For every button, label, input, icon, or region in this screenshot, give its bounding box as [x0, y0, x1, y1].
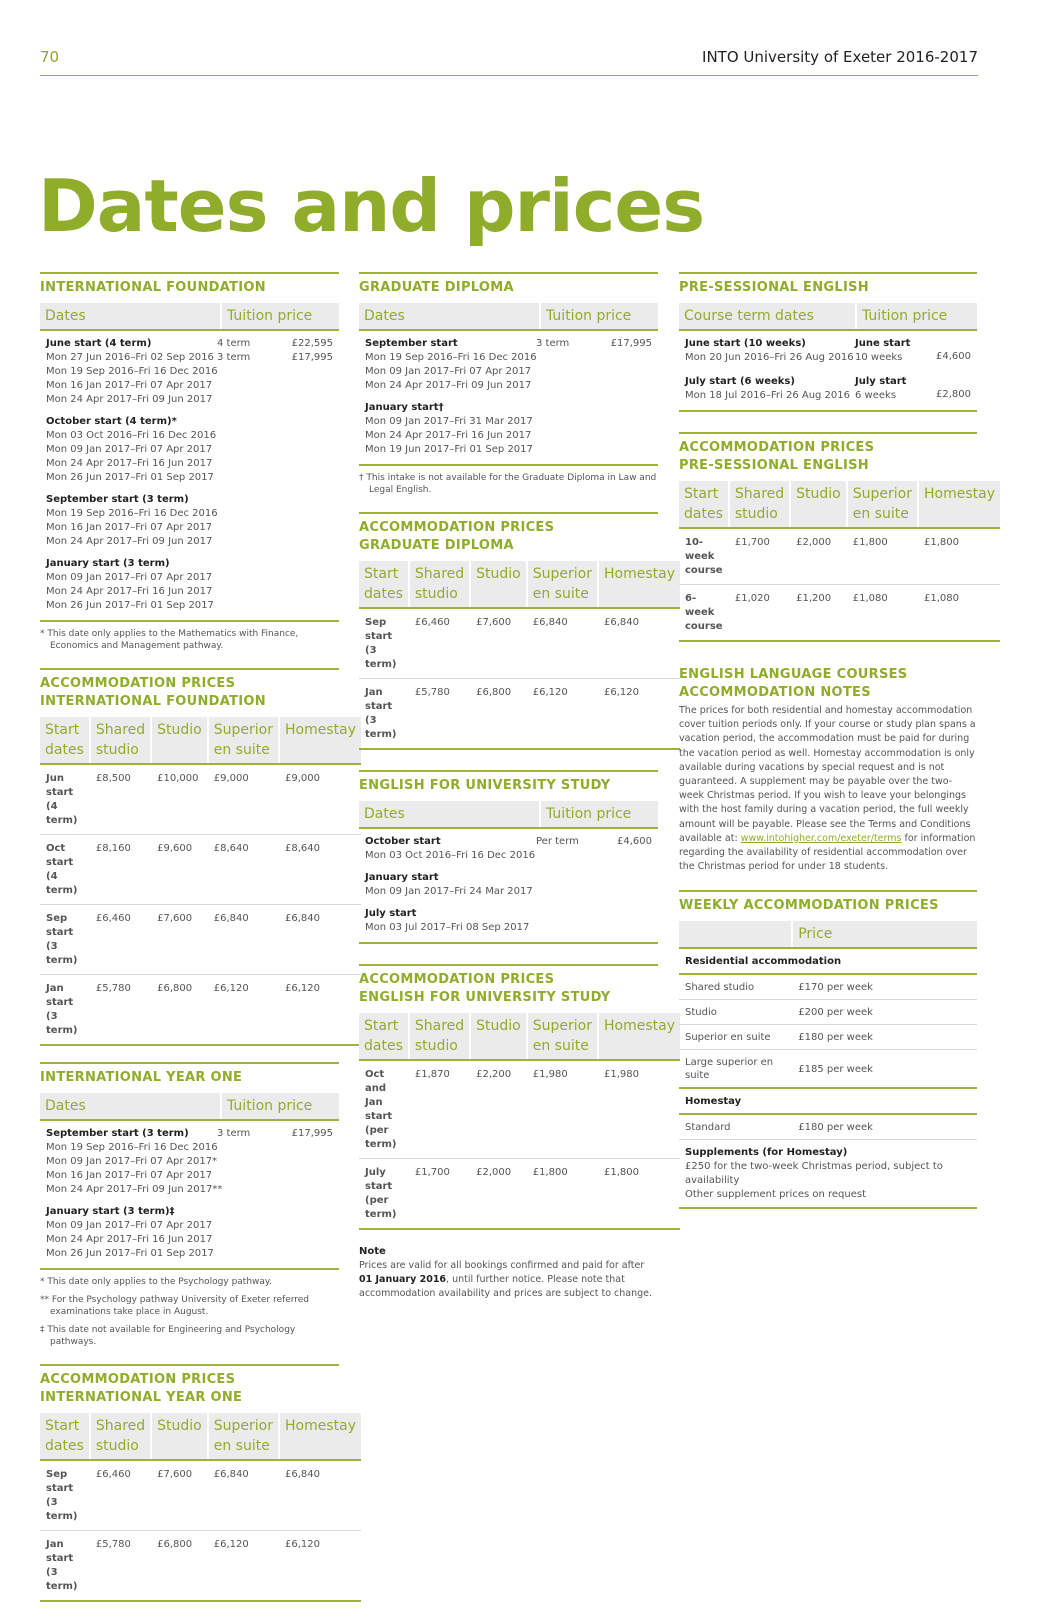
term-length: 4 term 3 term: [217, 338, 251, 363]
note-body: Prices are valid for all bookings confirmed and paid for after 01 January 2016, until further notice. Please note that accommodation availability and prices are subject to change.: [359, 1260, 653, 1299]
date-range: Mon 09 Jan 2017–Fri 07 Apr 2017: [46, 1220, 213, 1231]
group-title: January start (3 term): [46, 558, 170, 569]
table-row: [679, 1000, 977, 1025]
row-label: Sep start (3 term): [359, 608, 409, 679]
subheader: Homestay: [679, 1088, 977, 1114]
price-cell: £1,800: [527, 1159, 598, 1230]
date-range: Mon 26 Jun 2017–Fri 01 Sep 2017: [46, 1248, 214, 1259]
date-group: [40, 411, 339, 489]
row-label: Oct start (4 term): [40, 835, 90, 905]
price-cell: £6,460: [409, 608, 470, 679]
date-range: Mon 09 Jan 2017–Fri 31 Mar 2017: [365, 416, 533, 427]
document-title: INTO University of Exeter 2016-2017: [702, 48, 978, 66]
accommodation-table: [359, 1013, 680, 1230]
column-header: Studio: [790, 481, 847, 528]
accommodation-table: [679, 481, 1000, 642]
date-range: Mon 24 Apr 2017–Fri 09 Jun 2017: [365, 380, 532, 391]
footnote: * This date only applies to the Psychology pathway.: [40, 1277, 272, 1287]
subheader: Residential accommodation: [679, 948, 977, 974]
row-label: Jun start (4 term): [40, 764, 90, 835]
date-groups: [679, 331, 977, 407]
price-cell: £6,120: [208, 1531, 279, 1602]
weekly-price: £185 per week: [792, 1050, 977, 1089]
term-length: 3 term: [536, 338, 570, 349]
column-header: Homestay: [279, 717, 361, 764]
section-title: WEEKLY ACCOMMODATION PRICES: [679, 890, 977, 915]
course-info: [855, 375, 906, 403]
column-header: Start dates: [359, 561, 409, 608]
price-cell: £6,800: [151, 1531, 208, 1602]
header-price: Tuition price: [220, 303, 339, 329]
course-length: 10 weeks: [855, 352, 903, 363]
price-cell: £7,600: [151, 1460, 208, 1531]
price-cell: £1,870: [409, 1060, 470, 1159]
price-cell: £1,980: [527, 1060, 598, 1159]
footnote: ‡ This date not available for Engineering and Psychology pathways.: [40, 1325, 296, 1347]
column-header: Start dates: [40, 717, 90, 764]
notes-text: The prices for both residential and homestay accommodation cover tuition periods only. If your course or study plan spans a vacation period, the accommodation must be paid for during the vacation period as well. Homestay accommodation is only available during vacations by special request and is not guaranteed. A supplement may be payable over the two-week Christmas period. If you wish to leave your belongings with the host family during a vacation period, the full weekly amount will be payable. Please see the Terms and Conditions available at: www.intohigher.com/exeter/terms for information regarding the availability of residential accommodation over the Christmas period for under 18 students.: [679, 705, 976, 873]
elc-notes-section: [679, 666, 977, 874]
price-cell: £1,080: [918, 585, 1000, 642]
tuition-price: £4,600: [617, 836, 652, 847]
supplement-line: £250 for the two-week Christmas period, subject to availability: [685, 1161, 943, 1187]
column-header: Studio: [470, 561, 527, 608]
weekly-section: [679, 890, 977, 1209]
page-title: Dates and prices: [38, 164, 705, 248]
price-cell: £7,600: [470, 608, 527, 679]
accommodation-table: [40, 1413, 361, 1602]
section-title: INTERNATIONAL YEAR ONE: [40, 1062, 339, 1087]
price-cell: £9,000: [208, 764, 279, 835]
tuition-price: £17,995: [610, 338, 652, 349]
date-group: [359, 903, 658, 939]
table-header: [679, 921, 977, 948]
price-cell: £6,840: [279, 905, 361, 975]
price-cell: £1,700: [409, 1159, 470, 1230]
column-header: Start dates: [359, 1013, 409, 1060]
room-type: Shared studio: [679, 974, 792, 1000]
price-cell: £2,000: [470, 1159, 527, 1230]
intl-foundation-section: [40, 272, 339, 652]
term-length: 3 term: [217, 1128, 251, 1139]
column-left: [40, 272, 356, 1618]
price-cell: £1,800: [847, 528, 918, 585]
section-title: ACCOMMODATION PRICES INTERNATIONAL YEAR ONE: [40, 1364, 339, 1407]
header-dates: Dates: [364, 308, 405, 324]
column-header: Superior en suite: [847, 481, 918, 528]
row-label: July start (per term): [359, 1159, 409, 1230]
date-range: Mon 26 Jun 2017–Fri 01 Sep 2017: [46, 472, 214, 483]
column-header: Superior en suite: [527, 1013, 598, 1060]
note-block: [359, 1246, 658, 1301]
intl-year-one-section: [40, 1062, 339, 1348]
table-row: [679, 1025, 977, 1050]
room-type: Superior en suite: [679, 1025, 792, 1050]
price-cell: £5,780: [90, 1531, 151, 1602]
row-label: Sep start (3 term): [40, 905, 90, 975]
section-title: ENGLISH FOR UNIVERSITY STUDY: [359, 770, 658, 795]
date-range: Mon 19 Sep 2016–Fri 16 Dec 2016: [46, 508, 218, 519]
date-range: Mon 24 Apr 2017–Fri 09 Jun 2017: [46, 394, 213, 405]
price-cell: £6,120: [279, 975, 361, 1046]
date-groups: [40, 1121, 339, 1265]
page-number: 70: [40, 48, 60, 66]
section-title: ACCOMMODATION PRICES GRADUATE DIPLOMA: [359, 512, 658, 555]
table-header: [40, 1093, 339, 1121]
supplements-title: Supplements (for Homestay): [685, 1147, 848, 1159]
column-header: Studio: [151, 717, 208, 764]
price-cell: £5,780: [90, 975, 151, 1046]
acc-intl-foundation-section: [40, 668, 356, 1046]
date-range: Mon 16 Jan 2017–Fri 07 Apr 2017: [46, 522, 213, 533]
section-title: ACCOMMODATION PRICES ENGLISH FOR UNIVERSITY STUDY: [359, 964, 658, 1007]
group-title: October start: [365, 836, 441, 847]
header-dates: Dates: [364, 806, 405, 822]
row-label: 10-week course: [679, 528, 729, 585]
price-cell: £6,840: [208, 1460, 279, 1531]
group-title: July start (6 weeks): [685, 376, 795, 387]
table-header: [679, 481, 1000, 528]
price-cell: £6,840: [208, 905, 279, 975]
room-type: Large superior en suite: [679, 1050, 792, 1089]
accommodation-table: [40, 717, 361, 1046]
column-header: Homestay: [598, 561, 680, 608]
price-cell: £8,500: [90, 764, 151, 835]
table-row: [679, 585, 1000, 642]
date-group: [40, 1201, 339, 1265]
acc-pse-section: [679, 432, 995, 642]
footnote: ** For the Psychology pathway University of Exeter referred examinations take place in August.: [40, 1295, 310, 1317]
date-range: Mon 16 Jan 2017–Fri 07 Apr 2017: [46, 380, 213, 391]
column-middle: [359, 272, 675, 1301]
table-header: [359, 1013, 680, 1060]
group-title: June start (4 term): [46, 338, 152, 349]
price-cell: £2,200: [470, 1060, 527, 1159]
column-header: Price: [792, 921, 977, 948]
column-header: Superior en suite: [208, 717, 279, 764]
room-type: Standard: [679, 1114, 792, 1140]
group-title: July start: [365, 908, 417, 919]
footnote: * This date only applies to the Mathematics with Finance, Economics and Management pathway.: [40, 629, 299, 651]
column-header: Shared studio: [729, 481, 790, 528]
row-label: Jan start (3 term): [40, 975, 90, 1046]
page-header: [40, 48, 978, 76]
price-cell: £9,600: [151, 835, 208, 905]
supplement-line: Other supplement prices on request: [685, 1189, 867, 1201]
acc-grad-diploma-section: [359, 512, 675, 750]
price-cell: £2,000: [790, 528, 847, 585]
table-row: [679, 528, 1000, 585]
section-title: ENGLISH LANGUAGE COURSES ACCOMMODATION NOTES: [679, 667, 908, 700]
header-price: Tuition price: [220, 1093, 339, 1119]
date-group: [359, 397, 658, 461]
column-header: Start dates: [40, 1413, 90, 1460]
date-range: Mon 24 Apr 2017–Fri 16 Jun 2017: [46, 1234, 213, 1245]
group-title: January start (3 term)‡: [46, 1206, 175, 1217]
price-cell: £9,000: [279, 764, 361, 835]
price-cell: £6,800: [470, 679, 527, 750]
price-cell: £1,080: [847, 585, 918, 642]
date-range: Mon 09 Jan 2017–Fri 07 Apr 2017: [46, 444, 213, 455]
supplements-row: [679, 1140, 977, 1209]
room-type: Studio: [679, 1000, 792, 1025]
date-group: [40, 553, 339, 617]
eus-section: [359, 770, 658, 944]
tuition-price: £22,595 £17,995: [291, 338, 333, 363]
date-range: Mon 27 Jun 2016–Fri 02 Sep 2016: [46, 352, 214, 363]
column-header: Superior en suite: [208, 1413, 279, 1460]
tuition-price: £2,800: [936, 389, 971, 400]
course-start: July start: [855, 376, 907, 387]
date-range: Mon 03 Jul 2017–Fri 08 Sep 2017: [365, 922, 530, 933]
column-header: Homestay: [918, 481, 1000, 528]
table-header: [359, 561, 680, 608]
group-title: September start (3 term): [46, 1128, 189, 1139]
weekly-prices-table: [679, 921, 977, 1209]
row-label: Jan start (3 term): [359, 679, 409, 750]
price-cell: £10,000: [151, 764, 208, 835]
date-range: Mon 24 Apr 2017–Fri 09 Jun 2017**: [46, 1184, 223, 1195]
date-group: [679, 369, 977, 407]
dates-table: [359, 303, 658, 466]
acc-intl-year-one-section: [40, 1364, 356, 1602]
footnotes: [40, 1276, 339, 1348]
group-title: January start: [365, 872, 439, 883]
price-cell: £1,980: [598, 1060, 680, 1159]
date-groups: [359, 331, 658, 461]
weekly-price: £200 per week: [792, 1000, 977, 1025]
date-range: Mon 26 Jun 2017–Fri 01 Sep 2017: [46, 600, 214, 611]
footnote: † This intake is not available for the Graduate Diploma in Law and Legal English.: [359, 473, 657, 495]
column-header: Studio: [470, 1013, 527, 1060]
dates-table: [40, 1093, 339, 1270]
price-cell: £6,120: [527, 679, 598, 750]
date-group: [679, 331, 977, 369]
price-cell: £5,780: [409, 679, 470, 750]
table-header: [40, 303, 339, 331]
header-price: Tuition price: [539, 801, 658, 827]
weekly-price: £170 per week: [792, 974, 977, 1000]
acc-eus-section: [359, 964, 675, 1230]
table-row: [359, 679, 680, 750]
date-range: Mon 19 Sep 2016–Fri 16 Dec 2016: [365, 352, 537, 363]
price-cell: £1,020: [729, 585, 790, 642]
date-range: Mon 03 Oct 2016–Fri 16 Dec 2016: [46, 430, 217, 441]
subheader-row: [679, 948, 977, 974]
group-title: September start (3 term): [46, 494, 189, 505]
date-range: Mon 24 Apr 2017–Fri 16 Jun 2017: [365, 430, 532, 441]
date-group: [359, 829, 658, 867]
date-range: Mon 09 Jan 2017–Fri 24 Mar 2017: [365, 886, 533, 897]
column-header: Homestay: [598, 1013, 680, 1060]
column-header: Homestay: [279, 1413, 361, 1460]
header-dates: Dates: [45, 308, 86, 324]
date-group: [359, 331, 658, 397]
dates-table: [40, 303, 339, 622]
row-label: Oct and Jan start (per term): [359, 1060, 409, 1159]
table-header: [40, 717, 361, 764]
term-length: Per term: [536, 836, 579, 847]
header-price: Tuition price: [539, 303, 658, 329]
table-header: [359, 801, 658, 829]
table-row: [40, 835, 361, 905]
column-header: Shared studio: [90, 717, 151, 764]
weekly-price: £180 per week: [792, 1025, 977, 1050]
table-row: [359, 1060, 680, 1159]
date-range: Mon 18 Jul 2016–Fri 26 Aug 2016: [685, 390, 851, 401]
group-title: September start: [365, 338, 458, 349]
section-title: ACCOMMODATION PRICES INTERNATIONAL FOUNDATION: [40, 668, 339, 711]
course-start: June start: [855, 338, 911, 349]
date-groups: [359, 829, 658, 939]
date-range: Mon 24 Apr 2017–Fri 16 Jun 2017: [46, 458, 213, 469]
price-cell: £1,700: [729, 528, 790, 585]
date-group: [40, 1121, 339, 1201]
date-range: Mon 20 Jun 2016–Fri 26 Aug 2016: [685, 352, 854, 363]
date-range: Mon 09 Jan 2017–Fri 07 Apr 2017: [46, 572, 213, 583]
course-info: [855, 337, 910, 365]
section-title: ACCOMMODATION PRICES PRE-SESSIONAL ENGLISH: [679, 432, 977, 475]
header-price: Tuition price: [855, 303, 977, 329]
row-label: Jan start (3 term): [40, 1531, 90, 1602]
table-row: [40, 1460, 361, 1531]
header-dates: Course term dates: [684, 308, 814, 324]
table-row: [359, 608, 680, 679]
note-title: Note: [359, 1246, 386, 1257]
subheader-row: [679, 1088, 977, 1114]
row-label: Sep start (3 term): [40, 1460, 90, 1531]
column-header: Shared studio: [409, 1013, 470, 1060]
section-title: GRADUATE DIPLOMA: [359, 272, 658, 297]
table-row: [679, 1114, 977, 1140]
column-header: Superior en suite: [527, 561, 598, 608]
dates-table: [359, 801, 658, 944]
date-range: Mon 19 Jun 2017–Fri 01 Sep 2017: [365, 444, 533, 455]
price-cell: £6,460: [90, 1460, 151, 1531]
accommodation-table: [359, 561, 680, 750]
table-row: [40, 905, 361, 975]
section-title: PRE-SESSIONAL ENGLISH: [679, 272, 977, 297]
price-cell: £1,200: [790, 585, 847, 642]
price-cell: £8,640: [208, 835, 279, 905]
table-row: [679, 974, 977, 1000]
section-title: INTERNATIONAL FOUNDATION: [40, 272, 339, 297]
column-header: [679, 921, 792, 948]
table-row: [679, 1050, 977, 1089]
row-label: 6-week course: [679, 585, 729, 642]
table-row: [40, 764, 361, 835]
column-header: Studio: [151, 1413, 208, 1460]
price-cell: £6,840: [279, 1460, 361, 1531]
table-header: [679, 303, 977, 331]
price-cell: £1,800: [918, 528, 1000, 585]
price-cell: £8,160: [90, 835, 151, 905]
date-range: Mon 03 Oct 2016–Fri 16 Dec 2016: [365, 850, 536, 861]
date-range: Mon 19 Sep 2016–Fri 16 Dec 2016: [46, 366, 218, 377]
date-group: [40, 489, 339, 553]
grad-diploma-section: [359, 272, 658, 496]
terms-link[interactable]: www.intohigher.com/exeter/terms: [740, 832, 902, 844]
table-row: [40, 1531, 361, 1602]
group-title: June start (10 weeks): [685, 338, 806, 349]
table-header: [40, 1413, 361, 1460]
price-cell: £6,120: [208, 975, 279, 1046]
price-cell: £6,840: [598, 608, 680, 679]
date-range: Mon 09 Jan 2017–Fri 07 Apr 2017*: [46, 1156, 218, 1167]
group-title: January start†: [365, 402, 444, 413]
supplements: [679, 1140, 977, 1209]
column-header: Shared studio: [90, 1413, 151, 1460]
date-range: Mon 19 Sep 2016–Fri 16 Dec 2016: [46, 1142, 218, 1153]
table-header: [359, 303, 658, 331]
weekly-price: £180 per week: [792, 1114, 977, 1140]
dates-table: [679, 303, 977, 412]
price-cell: £6,120: [598, 679, 680, 750]
pse-section: [679, 272, 977, 412]
date-range: Mon 16 Jan 2017–Fri 07 Apr 2017: [46, 1170, 213, 1181]
tuition-price: £17,995: [291, 1128, 333, 1139]
column-header: Shared studio: [409, 561, 470, 608]
date-range: Mon 24 Apr 2017–Fri 09 Jun 2017: [46, 536, 213, 547]
date-range: Mon 09 Jan 2017–Fri 07 Apr 2017: [365, 366, 532, 377]
price-cell: £6,800: [151, 975, 208, 1046]
group-title: October start (4 term)*: [46, 416, 177, 427]
price-cell: £7,600: [151, 905, 208, 975]
date-group: [359, 867, 658, 903]
price-cell: £6,840: [527, 608, 598, 679]
table-row: [40, 975, 361, 1046]
tuition-price: £4,600: [936, 351, 971, 362]
price-cell: £1,800: [598, 1159, 680, 1230]
column-right: [679, 272, 995, 1225]
price-cell: £8,640: [279, 835, 361, 905]
date-range: Mon 24 Apr 2017–Fri 16 Jun 2017: [46, 586, 213, 597]
course-length: 6 weeks: [855, 390, 897, 401]
date-group: [40, 331, 339, 411]
price-cell: £6,460: [90, 905, 151, 975]
table-row: [359, 1159, 680, 1230]
column-header: Start dates: [679, 481, 729, 528]
header-dates: Dates: [45, 1098, 86, 1114]
price-cell: £6,120: [279, 1531, 361, 1602]
date-groups: [40, 331, 339, 617]
